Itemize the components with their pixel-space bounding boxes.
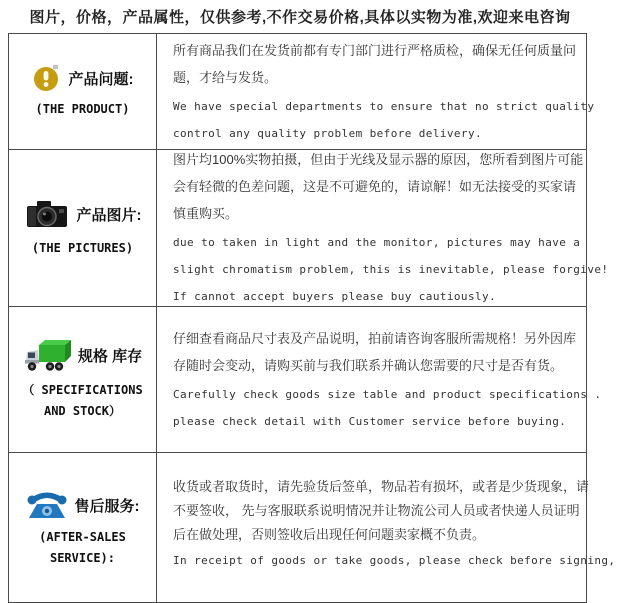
row-pictures-label-cell: [9, 150, 157, 306]
row-specs-label: 规格 库存: [77, 348, 143, 365]
row-product-cn-text: 所有商品我们在发货前都有专门部门进行严格质检，确保无任何质量问 题，才给与发货。: [173, 42, 577, 85]
row-product-label-cell: [9, 34, 157, 149]
row-specs-text-cell: [157, 307, 609, 452]
row-service-text-cell: [157, 453, 623, 602]
warning-exclamation-icon: [32, 63, 62, 93]
row-pictures-label: 产品图片:: [76, 207, 142, 224]
row-service-label: 售后服务:: [74, 497, 140, 515]
row-product-text-cell: [157, 34, 602, 149]
row-product-label: 产品问题:: [68, 70, 134, 88]
row-specs-label-cell: [9, 307, 157, 452]
row-product-en-text: We have special departments to ensure that no strict quality control any quality problem before delivery.: [173, 99, 595, 140]
table-row-specs: [9, 306, 602, 452]
table-row-service: [9, 452, 616, 602]
row-pictures-sublabel: (THE PICTURES): [31, 240, 134, 255]
row-pictures-text-cell: [157, 150, 616, 306]
page-title: 图片，价格，产品属性，仅供参考,不作交易价格,具体以实物为准,欢迎来电咨询: [29, 9, 571, 26]
row-service-label-cell: [9, 453, 157, 602]
table-row-pictures: [9, 149, 609, 306]
table-row-product: [9, 34, 595, 149]
row-specs-cn-text: 仔细查看商品尺寸表及产品说明，拍前请咨询客服所需规格！另外因库 存随时会变动，请购买前与我们联系并确认您需要的尺寸是否有货。: [173, 330, 577, 373]
row-specs-sublabel: （ SPECIFICATIONS AND STOCK）: [22, 382, 143, 418]
row-service-cn-text: 收货或者取货时，请先验货后签单，物品若有损坏，或者是少货现象，请 不要签收， 先与客服联系说明情况并让物流公司人员或者快递人员证明 后在做处理，否则签收后出现任何问题卖家概不负责。: [173, 479, 590, 542]
row-product-sublabel: (THE PRODUCT): [35, 102, 130, 116]
camera-icon: [24, 198, 70, 232]
row-service-en-text: In receipt of goods or take goods, please check before signing,: [173, 554, 616, 567]
notice-table: [8, 33, 616, 603]
truck-icon: [23, 338, 71, 374]
telephone-icon: [26, 489, 68, 521]
row-pictures-en-text: due to taken in light and the monitor, pictures may have a slight chromatism problem, this is inevitable, please forgive! If cannot accept buyers please buy cautiously.: [173, 236, 609, 303]
row-pictures-cn-text: 图片均100%实物拍摄，但由于光线及显示器的原因，您所看到图片可能 会有轻微的色差问题，这是不可避免的，请谅解！如无法接受的买家请 慎重购买。: [173, 152, 584, 221]
row-service-sublabel: (AFTER-SALES SERVICE):: [39, 530, 126, 565]
row-specs-en-text: Carefully check goods size table and product specifications . please check detail with Customer service before buying.: [173, 387, 602, 428]
